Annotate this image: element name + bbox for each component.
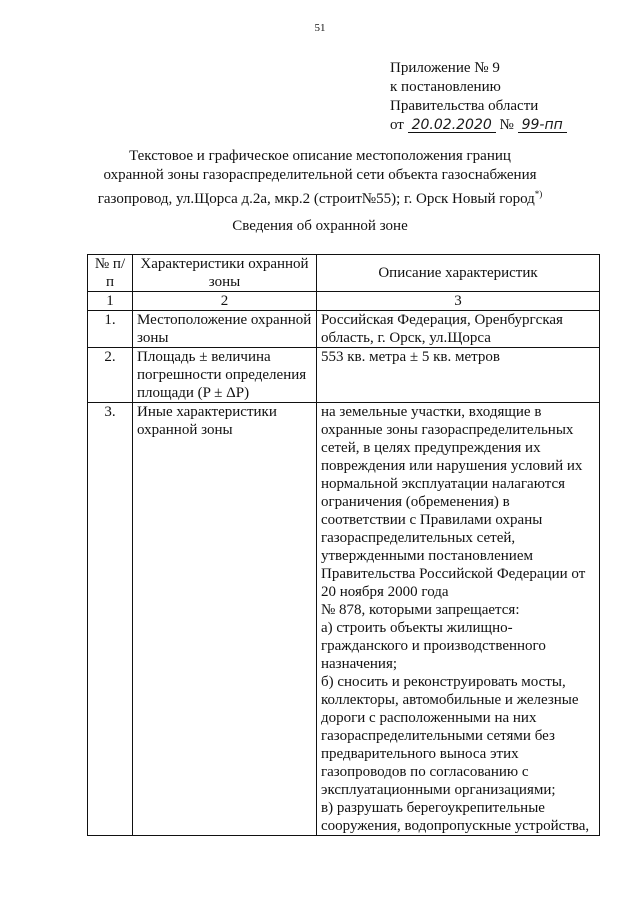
row-description: 553 кв. метра ± 5 кв. метров — [317, 348, 600, 403]
table-row — [88, 403, 600, 836]
description-paragraph: № 878, которыми запрещается: — [321, 602, 520, 618]
title-line-1: Текстовое и графическое описание местоположения границ — [129, 148, 511, 164]
appendix-line-3: Правительства области — [390, 98, 539, 114]
row-num: 2. — [88, 348, 133, 403]
table-header-row — [88, 255, 600, 292]
header-characteristic: Характеристики охранной зоны — [133, 255, 317, 292]
description-paragraph: а) строить объекты жилищно-гражданского и производственного назначения; — [321, 620, 546, 672]
header-num: № п/п — [88, 255, 133, 292]
footnote-mark: *) — [534, 189, 543, 199]
page-number: 51 — [314, 22, 326, 34]
row-description: Российская Федерация, Оренбургская область, г. Орск, ул.Щорса — [317, 311, 600, 348]
index-cell: 1 — [88, 292, 133, 311]
row-description — [317, 403, 600, 836]
table-index-row — [88, 292, 600, 311]
header-description: Описание характеристик — [317, 255, 600, 292]
index-cell: 3 — [317, 292, 600, 311]
row-characteristic: Иные характеристики охранной зоны — [133, 403, 317, 836]
row-characteristic: Местоположение охранной зоны — [133, 311, 317, 348]
row-num: 1. — [88, 311, 133, 348]
appendix-line-date — [390, 116, 567, 135]
from-label: от — [390, 117, 404, 133]
title-line-3: газопровод, ул.Щорса д.2а, мкр.2 (строит№55); г. Орск Новый город*) — [97, 189, 543, 207]
index-cell: 2 — [133, 292, 317, 311]
handwritten-date: 20.02.2020 — [408, 118, 496, 133]
section-subtitle: Сведения об охранной зоне — [232, 218, 408, 234]
document-title — [60, 147, 580, 209]
handwritten-number: 99-пп — [518, 118, 567, 133]
table-row — [88, 311, 600, 348]
row-characteristic: Площадь ± величина погрешности определения площади (P ± ΔP) — [133, 348, 317, 403]
appendix-line-2: к постановлению — [390, 79, 501, 95]
row-num: 3. — [88, 403, 133, 836]
title-line-2: охранной зоны газораспределительной сети объекта газоснабжения — [103, 167, 537, 183]
appendix-block — [390, 59, 567, 135]
table-row — [88, 348, 600, 403]
description-paragraph: в) разрушать берегоукрепительные сооружения, водопропускные устройства, — [321, 800, 590, 834]
number-label: № — [499, 117, 514, 133]
protection-zone-table — [87, 254, 600, 836]
description-paragraph: б) сносить и реконструировать мосты, коллекторы, автомобильные и железные дороги с расположенными на них газораспределительными сетями без предварительного выноса этих газопроводов по согласованию с эксплуатационными организациями; — [321, 674, 579, 798]
description-paragraph: на земельные участки, входящие в охранные зоны газораспределительных сетей, в целях предупреждения их повреждения или нарушения условий их нормальной эксплуатации налагаются ограничения (обременения) в соответствии с Правилами охраны газораспределительных сетей, утвержденными постановлением Правительства Российской Федерации от 20 ноября 2000 года — [321, 404, 586, 600]
appendix-line-1: Приложение № 9 — [390, 60, 500, 76]
